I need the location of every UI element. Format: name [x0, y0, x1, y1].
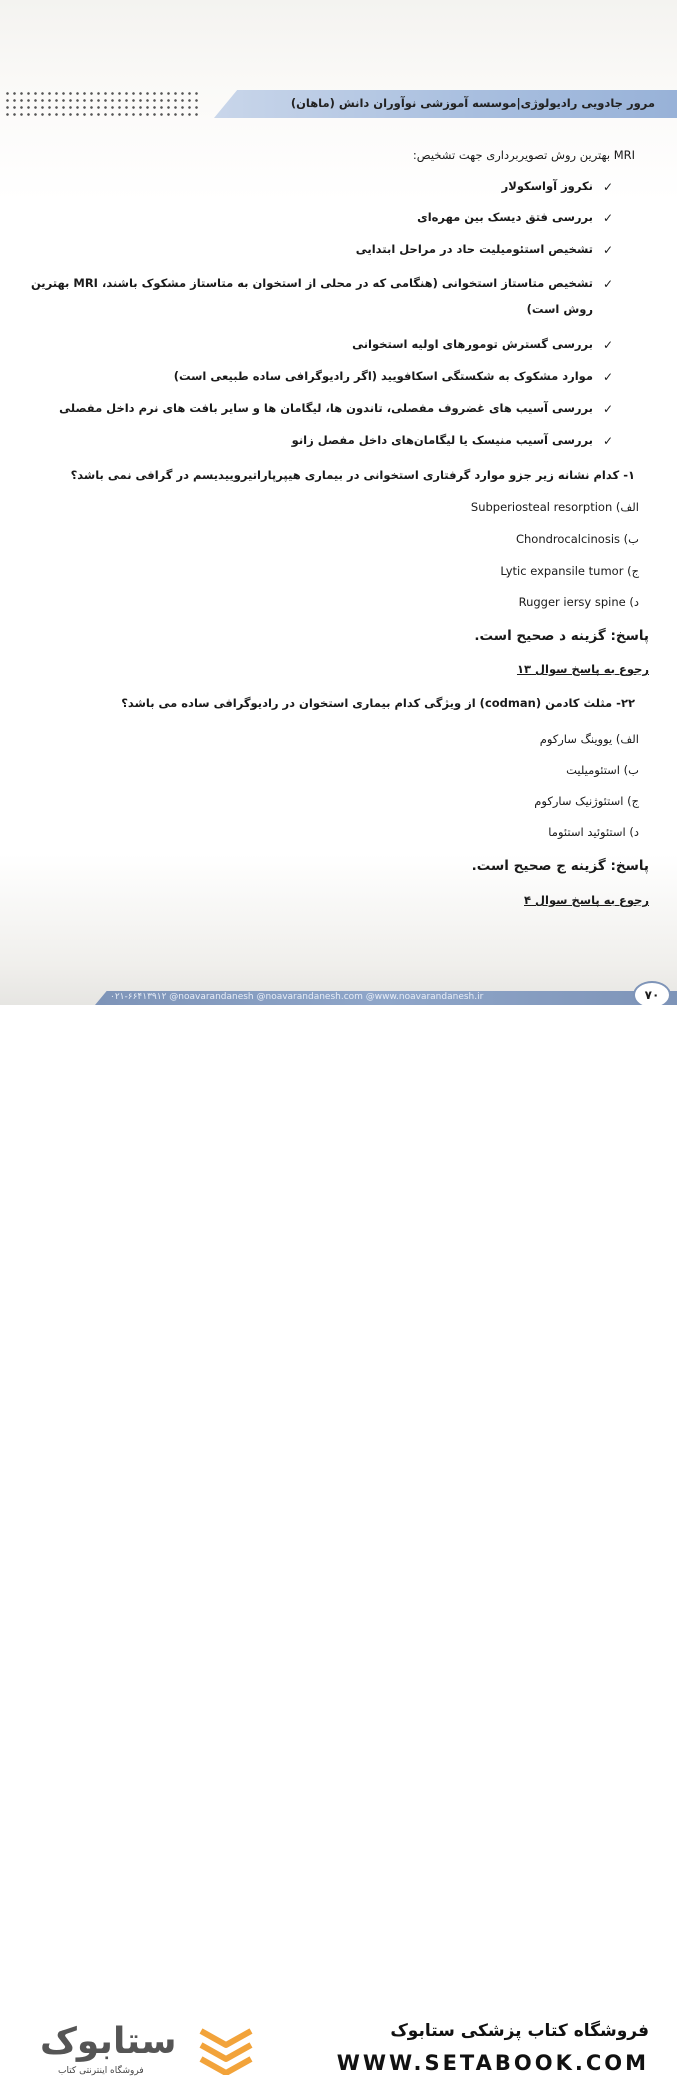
answer-text: پاسخ: گزینه د صحیح است.: [474, 628, 649, 644]
option-label: الف): [615, 732, 639, 746]
option-text: استئوژنیک سارکوم: [534, 794, 624, 808]
check-icon: ✓: [602, 338, 613, 352]
option-text: استئوئید استئوما: [548, 825, 626, 839]
document-page: [0, 0, 677, 1005]
option-item: [500, 564, 639, 578]
check-icon: ✓: [602, 243, 613, 257]
check-icon: ✓: [602, 277, 613, 291]
bullet-item: نکروز آواسکولار: [501, 179, 593, 193]
check-icon: ✓: [602, 434, 613, 448]
bullet-item: تشخیص متاستاز استخوانی (هنگامی که در محلی از استخوان به متاستاز مشکوک باشند، MRI بهترین روش است): [30, 276, 593, 316]
bullet-item: بررسی آسیب منیسک یا لیگامان‌های داخل مفصل زانو: [291, 433, 593, 447]
bullet-item: بررسی گسترش تومورهای اولیه استخوانی: [352, 337, 593, 351]
bullet-item: تشخیص استئومیلیت حاد در مراحل ابتدایی: [355, 242, 593, 256]
check-icon: ✓: [602, 370, 613, 384]
check-icon: ✓: [602, 211, 613, 225]
option-item: [519, 595, 639, 609]
question-text: ۲۲- مثلث کادمن (codman) از ویژگی کدام بیماری استخوان در رادیوگرافی ساده می باشد؟: [121, 696, 635, 710]
shop-url[interactable]: WWW.SETABOOK.COM: [336, 2051, 649, 2075]
option-text: Chondrocalcinosis: [515, 532, 621, 546]
option-label: د): [629, 825, 639, 839]
logo-subtitle: فروشگاه اینترنتی کتاب: [58, 2066, 144, 2076]
option-item: [516, 532, 639, 546]
shop-name: فروشگاه کتاب پزشکی ستابوک: [390, 2021, 649, 2041]
bullet-item: موارد مشکوک به شکستگی اسکافویید (اگر رادیوگرافی ساده طبیعی است): [173, 369, 593, 383]
page-header-title: مرور جادویی رادیولوژی|موسسه آموزشی نوآوران دانش (ماهان): [290, 96, 655, 110]
store-banner: [0, 1005, 677, 2076]
reference-link: رجوع به پاسخ سوال ۱۳: [516, 662, 649, 676]
dot-pattern-decoration: [4, 90, 200, 118]
option-label: ب): [623, 763, 639, 777]
option-text: Lytic expansile tumor: [500, 564, 624, 578]
page-number: ۷۰: [633, 981, 671, 1005]
option-text: Subperiosteal resorption: [470, 500, 613, 514]
option-text: Rugger iersy spine: [518, 595, 626, 609]
intro-text: MRI بهترین روش تصویربرداری جهت تشخیص:: [412, 148, 635, 162]
bullet-item: بررسی آسیب های غضروف مفصلی، تاندون ها، لیگامان ها و سایر بافت های نرم داخل مفصلی: [59, 401, 593, 415]
question-text: ۱- کدام نشانه زیر جزو موارد گرفتاری استخوانی در بیماری هیپرپاراتیروییدیسم در گرافی نمی باشد؟: [70, 468, 635, 482]
option-item: [540, 732, 639, 746]
option-item: [548, 825, 639, 839]
option-label: ب): [623, 532, 639, 546]
check-icon: ✓: [602, 402, 613, 416]
option-item: [566, 763, 639, 777]
answer-text: پاسخ: گزینه ج صحیح است.: [471, 858, 649, 874]
option-label: الف): [615, 500, 639, 514]
option-text: استئومیلیت: [566, 763, 621, 777]
option-text: یووینگ سارکوم: [539, 732, 613, 746]
reference-link: رجوع به پاسخ سوال ۴: [524, 893, 649, 907]
setabook-logo-icon: [195, 2023, 257, 2075]
option-item: [471, 500, 639, 514]
option-label: ج): [627, 794, 639, 808]
check-icon: ✓: [602, 180, 613, 194]
option-label: ج): [627, 564, 639, 578]
bullet-item: بررسی فتق دیسک بین مهره‌ای: [417, 210, 593, 224]
footer-contact: ۰۲۱-۶۶۴۱۳۹۱۲ @noavarandanesh @noavarandanesh.com @www.noavarandanesh.ir: [110, 992, 484, 1002]
option-label: د): [629, 595, 639, 609]
option-item: [534, 794, 639, 808]
logo-wordmark: ستابوک: [40, 2021, 177, 2062]
